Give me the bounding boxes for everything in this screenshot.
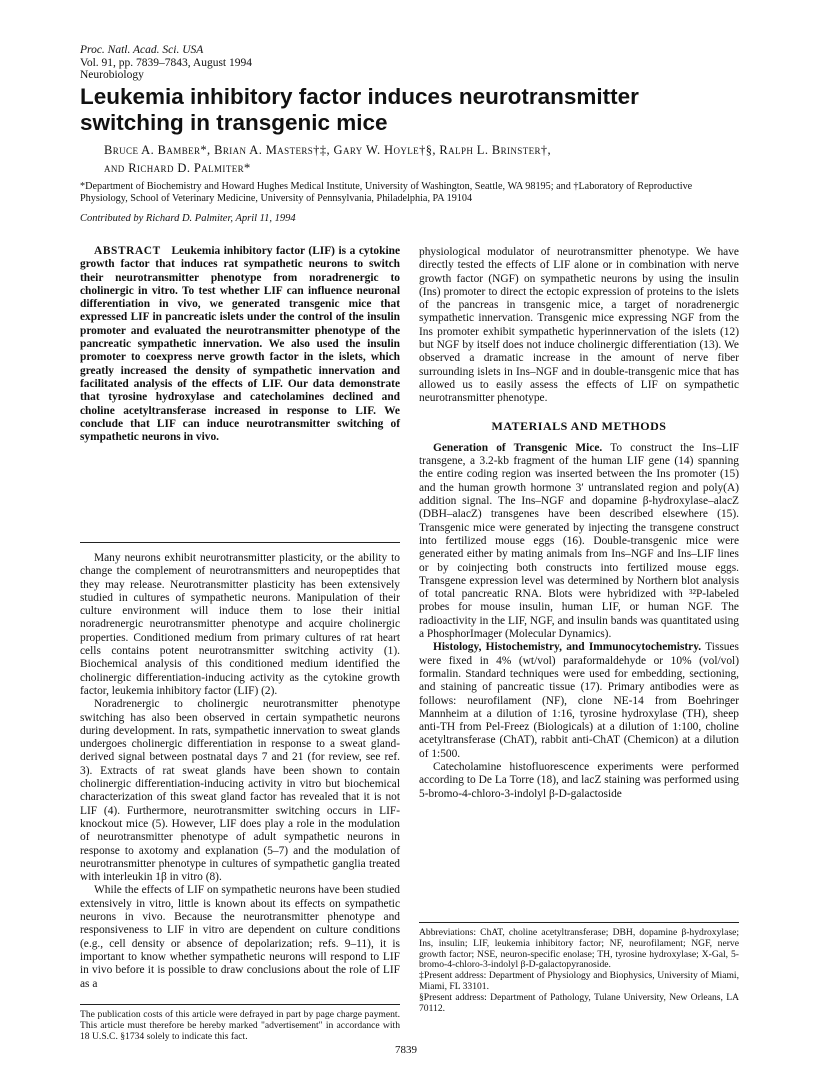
body-paragraph <box>419 641 739 761</box>
author-line-1: Bruce A. Bamber*, Brian A. Masters†‡, Gary W. Hoyle†§, Ralph L. Brinster†, <box>104 143 552 157</box>
body-paragraph: Noradrenergic to cholinergic neurotransmitter phenotype switching has also been observed in certain sympathetic neurons during development. In rats, sympathetic innervation to sweat glands undergoes cholinergic differentiation in response to a sweat gland-derived signal between postnatal days 7 and 21 (for review, see ref. 3). Extracts of rat sweat glands have been shown to contain cholinergic differentiation-inducing activity in vitro but biochemical characterization of this sweat gland factor has revealed that it is not LIF (4). Furthermore, neurotransmitter switching occurs in LIF-knockout mice (5). However, LIF does play a role in the modulation of neurotransmitter phenotype of adult sympathetic neurons in response to axotomy and explanation (5–7) and the modulation of neurotransmitter phenotype in cultures of sympathetic ganglia treated with interleukin 1β in vitro (8). <box>80 698 400 884</box>
right-column-body <box>419 246 739 801</box>
abstract-block <box>80 245 400 444</box>
body-paragraph: physiological modulator of neurotransmitter phenotype. We have directly tested the effects of LIF alone or in combination with nerve growth factor (NGF) on sympathetic neurons by using the insulin (Ins) promoter to direct the ectopic expression of proteins to the islets of the pancreas in transgenic mice, a target of noradrenergic sympathetic innervation. Transgenic mice expressing NGF from the Ins promoter exhibit sympathetic hyperinnervation of the islets (12) but NGF by itself does not induce cholinergic differentiation (13). We observed a dramatic increase in the amount of nerve fiber surrounding islets in Ins–NGF and in double-transgenic mice that has allowed us to easily assess the effects of LIF on sympathetic neurotransmitter phenotype. <box>419 246 739 405</box>
body-paragraph: Catecholamine histofluorescence experiments were performed according to De La Torre (18), and lacZ staining was performed using 5-bromo-4-chloro-3-indolyl β-D-galactoside <box>419 760 739 800</box>
journal-header <box>80 44 252 82</box>
body-paragraph: Many neurons exhibit neurotransmitter plasticity, or the ability to change the complement of neurotransmitters and neuropeptides that they may release. Neurotransmitter plasticity has been extensively studied in cultures of sympathetic neurons. Manipulation of their culture environment will induce them to lose their initial noradrenergic neurotransmitter phenotype and acquire cholinergic properties. Conditioned medium from primary cultures of rat heart cells contains potent neurotransmitter switching activity (1). Biochemical analysis of this conditioned medium identified the cholinergic differentiation-inducing activity as the cytokine growth factor, leukemia inhibitory factor (LIF) (2). <box>80 552 400 697</box>
body-paragraph <box>419 442 739 641</box>
journal-name: Proc. Natl. Acad. Sci. USA <box>80 44 204 56</box>
right-footnotes <box>419 928 739 1014</box>
author-list <box>104 141 744 177</box>
article-title: Leukemia inhibitory factor induces neurotransmitter switching in transgenic mice <box>80 84 639 135</box>
abstract-label: ABSTRACT <box>94 245 161 257</box>
paragraph-text: To construct the Ins–LIF transgene, a 3.2-kb fragment of the human LIF gene (14) spanning the entire coding region was inserted between the Ins promoter (15) and the human growth hormone 3′ untranslated region and poly(A) addition signal. The Ins–NGF and dopamine β-hydroxylase–alacZ (DBH–alacZ) transgenes have been described elsewhere (15). Transgenic mice were generated by injecting the transgene construct into fertilized mouse eggs (16). Double-transgenic mice were generated either by mating animals from Ins–NGF and Ins–LIF lines or by coinjecting both constructs into fertilized mouse eggs. Transgene expression level was determined by Northern blot analysis of total pancreatic RNA. Blots were hybridized with ³²P-labeled probes for mouse insulin, human LIF, or human NGF. The radioactivity in the LIF, NGF, and insulin bands was quantitated using a PhosphorImager (Molecular Dynamics). <box>419 441 739 641</box>
contributed-by: Contributed by Richard D. Palmiter, April 11, 1994 <box>80 213 296 224</box>
section-heading: MATERIALS AND METHODS <box>491 418 667 433</box>
address-footnote: §Present address: Department of Pathology, Tulane University, New Orleans, LA 70112. <box>419 991 739 1014</box>
subsection-heading: Histology, Histochemistry, and Immunocytochemistry. <box>433 641 702 654</box>
address-footnote: ‡Present address: Department of Physiology and Biophysics, University of Miami, Miami, FL 33101. <box>419 970 739 992</box>
abbreviations-note: Abbreviations: ChAT, choline acetyltransferase; DBH, dopamine β-hydroxylase; Ins, insulin; LIF, leukemia inhibitory factor; NF, neurofilament; NGF, nerve growth factor; NSE, neuron-specific enolase; TH, tyrosine hydroxylase; X-Gal, 5-bromo-4-chloro-3-indolyl β-D-galactopyranoside. <box>419 927 739 971</box>
affiliations: *Department of Biochemistry and Howard Hughes Medical Institute, University of Washington, Seattle, WA 98195; and †Laboratory of Reproductive Physiology, School of Veterinary Medicine, University of Pennsylvania, Philadelphia, PA 19104 <box>80 181 693 204</box>
abbreviations-divider <box>419 922 739 923</box>
abstract-paragraph <box>80 245 400 444</box>
abstract-divider <box>80 542 400 543</box>
subsection-heading: Generation of Transgenic Mice. <box>433 441 603 454</box>
body-paragraph: While the effects of LIF on sympathetic neurons have been studied extensively in vitro, little is known about its effects on sympathetic neurons in vivo. Because the neurotransmitter phenotype and responsiveness to LIF in vitro are dependent on culture conditions (e.g., cell density or absence of depolarization; refs. 9–11), it is important to know whether sympathetic neurons will respond to LIF in vivo before it is possible to draw conclusions about the role of LIF as a <box>80 884 400 990</box>
footnote-divider <box>80 1004 400 1005</box>
left-column-body <box>80 552 400 991</box>
journal-volume: Vol. 91, pp. 7839–7843, August 1994 <box>80 56 252 69</box>
publication-cost-note: The publication costs of this article were defrayed in part by page charge payment. This article must therefore be hereby marked "advertisement" in accordance with 18 U.S.C. §1734 solely to indicate this fact. <box>80 1009 400 1042</box>
abstract-text: Leukemia inhibitory factor (LIF) is a cytokine growth factor that induces rat sympathetic neurons to switch their neurotransmitter phenotype from noradrenergic to cholinergic in vitro. To test whether LIF can influence neuronal differentiation in vivo, we generated transgenic mice that expressed LIF in pancreatic islets under the control of the insulin promoter and evaluated the neurotransmitter phenotype of the pancreatic sympathetic innervation. We also used the insulin promoter to coexpress nerve growth factor in the islets, which greatly increased the density of sympathetic innervation and facilitated analysis of the effects of LIF. Our data demonstrate that tyrosine hydroxylase and catecholamines declined and choline acetyltransferase increased in response to LIF. We conclude that LIF can induce neurotransmitter switching of sympathetic neurons in vivo. <box>80 245 400 444</box>
author-line-2: and Richard D. Palmiter* <box>104 161 251 175</box>
page-number: 7839 <box>395 1044 417 1056</box>
journal-section: Neurobiology <box>80 69 144 81</box>
paragraph-text: Tissues were fixed in 4% (wt/vol) paraformaldehyde or 10% (vol/vol) formalin. Standard techniques were used for embedding, sectioning, and staining of pancreatic tissue (17). Primary antibodies were as follows: neurofilament (NF), clone NE-14 from Boehringer Mannheim at a dilution of 1:16, tyrosine hydroxylase (TH), sheep anti-TH from Pel-Freez (Biologicals) at a dilution of 1:100, choline acetyltransferase (ChAT), rabbit anti-ChAT (Chemicon) at a dilution of 1:500. <box>419 641 739 760</box>
